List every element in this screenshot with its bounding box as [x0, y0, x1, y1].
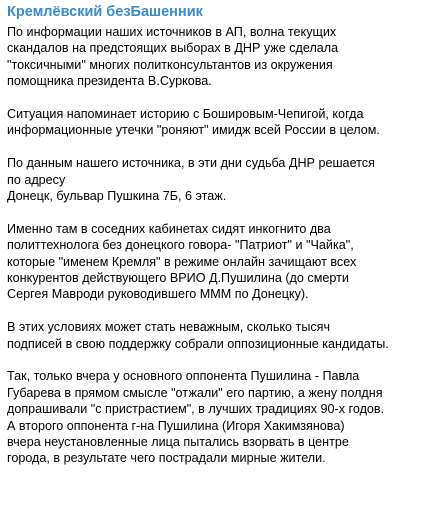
text-line: города, в результате чего пострадали мирные жители.: [7, 451, 326, 466]
text-line: В этих условиях может стать неважным, сколько тысяч: [7, 320, 331, 335]
address-line: Донецк, бульвар Пушкина 7Б, 6 этаж.: [7, 189, 227, 204]
text-line: По данным нашего источника, в эти дни судьба ДНР решается: [7, 156, 375, 171]
text-line: Именно там в соседних кабинетах сидят инкогнито два: [7, 221, 331, 236]
message-paragraph: [7, 221, 425, 303]
text-line: допрашивали "с пристрастием", в лучших традициях 90-х годов.: [7, 402, 385, 417]
message-paragraph: [7, 155, 425, 204]
text-line: вчера неустановленные лица пытались взорвать в центре: [7, 435, 349, 450]
text-line: конкурентов действующего ВРИО Д.Пушилина (до смерти: [7, 271, 349, 286]
text-line: по адресу: [7, 172, 66, 187]
text-line: По информации наших источников в АП, волна текущих: [7, 25, 337, 39]
text-line: А второго оппонента г-на Пушилина (Игоря Хакимзянова): [7, 418, 345, 433]
text-line: которые "именем Кремля" в режиме онлайн зачищают всех: [7, 254, 357, 269]
text-line: Так, только вчера у основного оппонента Пушилина - Павла: [7, 369, 360, 384]
channel-name-link[interactable]: Кремлёвский безБашенник: [7, 4, 203, 20]
text-line: скандалов на предстоящих выборах в ДНР уже сделала: [7, 41, 339, 56]
text-line: Сергея Мавроди руководившего МММ по Донецку).: [7, 287, 309, 302]
message-paragraph: [7, 106, 425, 139]
message-paragraph: [7, 368, 425, 466]
text-line: Губарева в прямом смысле "отжали" его партию, а жену полдня: [7, 385, 383, 400]
text-line: "токсичными" многих политконсультантов из окружения: [7, 57, 333, 72]
text-line: Ситуация напоминает историю с Боширoвым-Чепигой, когда: [7, 107, 364, 122]
text-line: политтехнолога без донецкого говора- "Патриот" и "Чайка",: [7, 238, 354, 253]
message-paragraph: [7, 319, 425, 352]
text-line: помощника президента В.Суркова.: [7, 74, 212, 89]
message-paragraph: [7, 24, 425, 90]
text-line: подписей в свою поддержку собрали оппозиционные кандидаты.: [7, 336, 389, 351]
message-text: [7, 24, 425, 467]
text-line: информационные утечки "роняют" имидж всей России в целом.: [7, 123, 380, 138]
